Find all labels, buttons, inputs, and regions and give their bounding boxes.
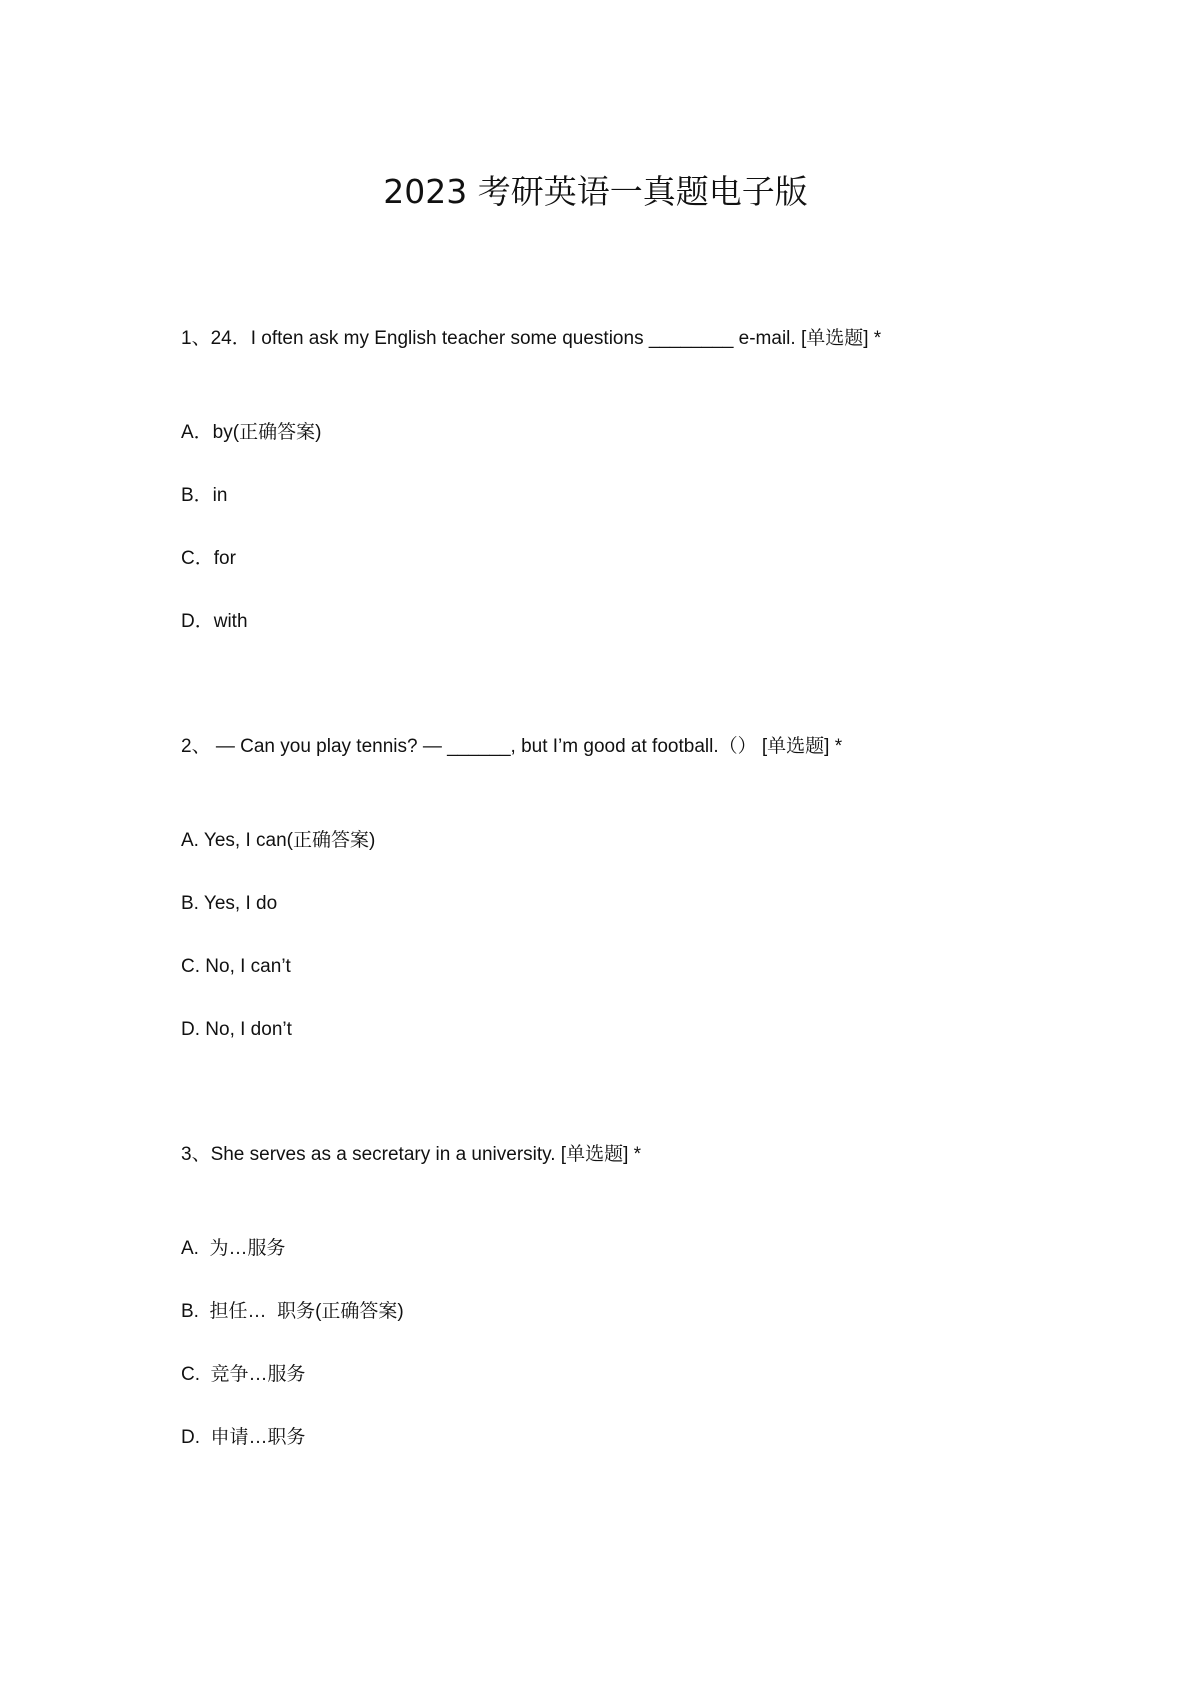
question-3-option-a: A. 为…服务 [181, 1238, 286, 1259]
question-3-option-b: B. 担任… 职务(正确答案) [181, 1301, 404, 1322]
question-1-option-b: B．in [181, 485, 228, 506]
question-2-option-c: C. No, I can’t [181, 956, 291, 977]
question-1-option-a: A．by(正确答案) [181, 422, 322, 443]
question-1-stem: 1、24．I often ask my English teacher some questions ________ e-mail. [单选题] * [181, 328, 882, 349]
question-2-option-b: B. Yes, I do [181, 893, 278, 914]
question-3-option-c: C. 竞争…服务 [181, 1364, 306, 1385]
question-2-option-d: D. No, I don’t [181, 1019, 292, 1040]
document-title: 2023 考研英语一真题电子版 [383, 172, 808, 211]
question-1-option-c: C．for [181, 548, 236, 569]
question-3-stem: 3、She serves as a secretary in a university. [单选题] * [181, 1144, 642, 1165]
question-3-option-d: D. 申请…职务 [181, 1427, 306, 1448]
question-2-option-a: A. Yes, I can(正确答案) [181, 830, 376, 851]
question-2-stem: 2、 — Can you play tennis? — ______, but I’m good at football.（） [单选题] * [181, 736, 843, 757]
question-1-option-d: D．with [181, 611, 248, 632]
